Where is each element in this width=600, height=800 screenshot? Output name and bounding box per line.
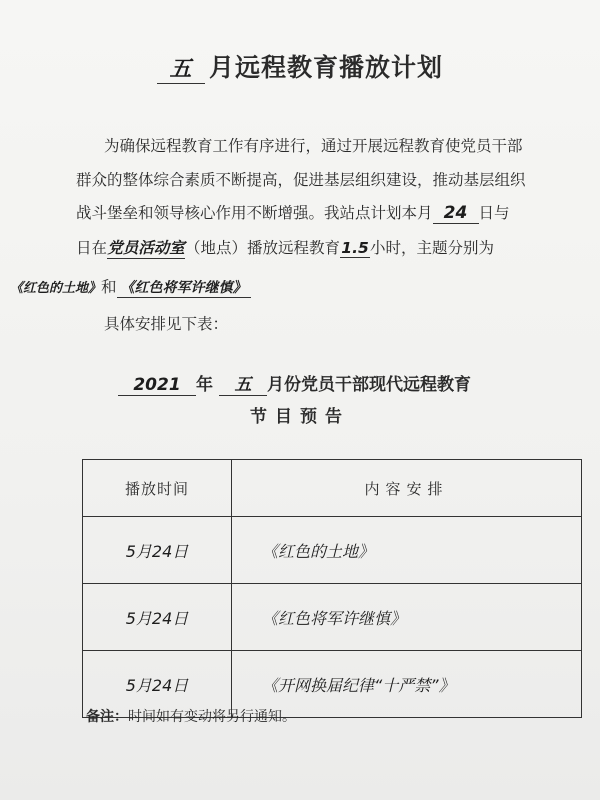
day-handwritten: 24 (433, 203, 479, 224)
row-time: 5月24日 (83, 651, 232, 718)
hours-handwritten: 1.5 (341, 239, 369, 257)
row-time: 5月24日 (83, 584, 232, 651)
table-header-row (83, 460, 582, 517)
title-month-handwritten: 五 (157, 52, 205, 84)
subtitle-year-handwritten: 2021 (118, 375, 196, 396)
subtitle-month-handwritten: 五 (219, 370, 267, 396)
row-content: 《红色的土地》 (232, 517, 582, 584)
body-line-1: 为确保远程教育工作有序进行，通过开展远程教育使党员干部 (104, 137, 523, 155)
header-content: 内容安排 (232, 460, 582, 517)
footnote (86, 706, 296, 726)
topic1-handwritten: 《红色的土地》 (10, 281, 102, 296)
body-line-2: 群众的整体综合素质不断提高，促进基层组织建设，推动基层组织 (76, 171, 526, 189)
page-title (0, 48, 600, 84)
table-row (83, 584, 582, 651)
body-line-4: 日在党员活动室（地点）播放远程教育1.5小时，主题分别为 (76, 236, 581, 259)
table-row (83, 517, 582, 584)
body-line-3: 战斗堡垒和领导核心作用不断增强。我站点计划本月 24 日与 (76, 203, 510, 223)
body-line-6: 具体安排见下表： (104, 315, 229, 333)
footnote-label: 备注： (86, 709, 128, 725)
schedule-table (82, 459, 582, 718)
row-content: 《开网换届纪律“十严禁”》 (232, 651, 582, 718)
row-time: 5月24日 (83, 517, 232, 584)
body-line-5: 《红色的土地》和 《红色将军许继慎》 (10, 275, 515, 298)
place-handwritten: 党员活动室 (107, 236, 185, 259)
schedule-subtitle: 2021 年 五 月份党员干部现代远程教育 (118, 370, 471, 396)
footnote-text: 时间如有变动将另行通知。 (128, 709, 296, 725)
topic2-handwritten: 《红色将军许继慎》 (117, 277, 251, 298)
schedule-subtitle-2: 节目预告 (250, 407, 350, 427)
row-content: 《红色将军许继慎》 (232, 584, 582, 651)
title-text: 月远程教育播放计划 (208, 53, 443, 82)
header-time: 播放时间 (83, 460, 232, 517)
